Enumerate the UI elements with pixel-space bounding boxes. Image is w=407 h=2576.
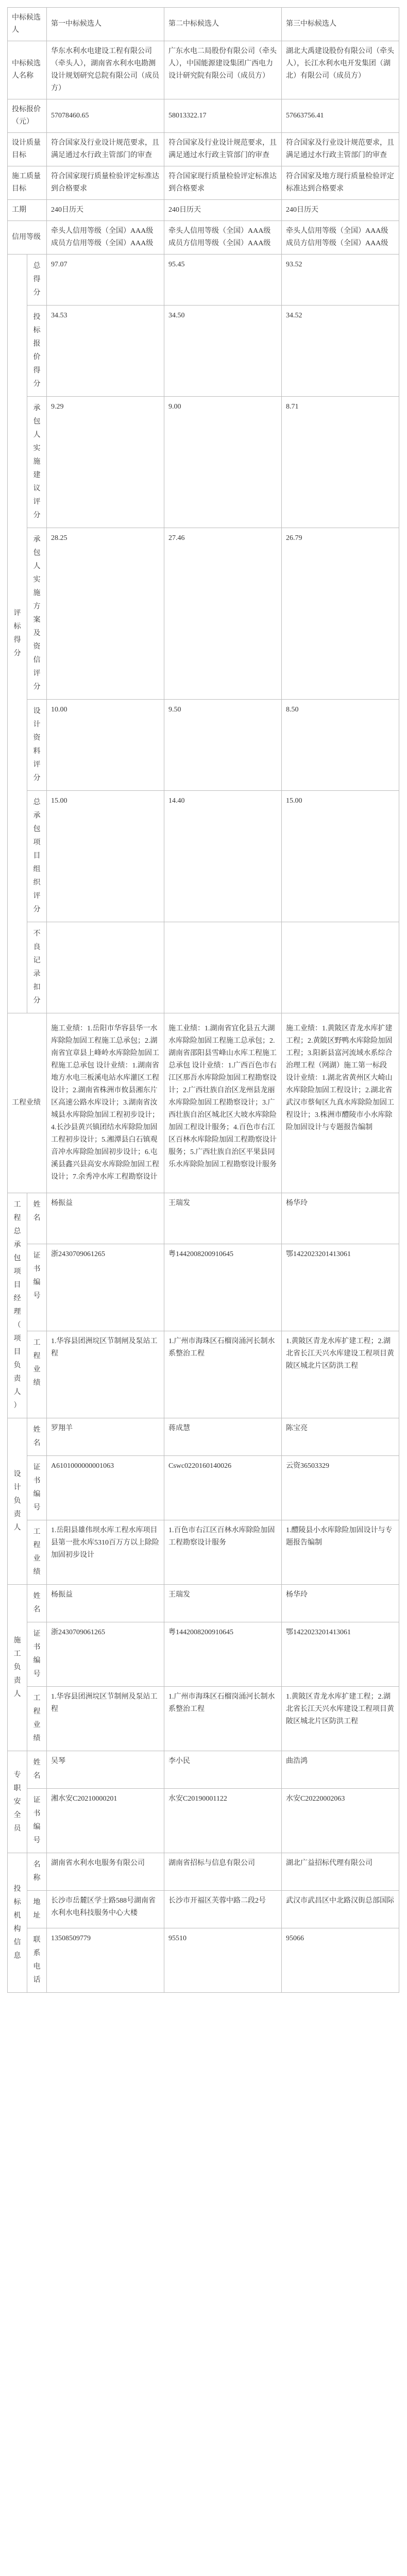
design-leader-group-label: 设计负责人 [8, 1418, 27, 1585]
person-row [8, 1622, 399, 1687]
agency-row [8, 1853, 399, 1891]
table-row [8, 133, 399, 166]
person-name: 王瑞发 [164, 1193, 282, 1244]
field-label: 姓名 [27, 1193, 47, 1244]
table-row [8, 41, 399, 99]
agency-address: 长沙市岳麓区学士路588号湖南省水利水电科技服务中心大楼 [47, 1891, 164, 1928]
agency-phone: 95066 [282, 1928, 399, 1993]
field-label: 姓名 [27, 1418, 47, 1456]
person-row [8, 1687, 399, 1751]
field-label: 工程业绩 [27, 1331, 47, 1418]
agency-name: 湖南省招标与信息有限公司 [164, 1853, 282, 1891]
person-name: 曲浩鸿 [282, 1751, 399, 1789]
bid-price-3: 57663756.41 [282, 99, 399, 133]
person-name: 杨华玲 [282, 1193, 399, 1244]
person-performance: 1.岳阳县雄伟坝水库工程水库项目县第一批水库5310百万方以上除险加固初步设计 [47, 1520, 164, 1585]
row-label-price: 投标报价（元） [8, 99, 47, 133]
certificate-number: 水安C20190001122 [164, 1789, 282, 1853]
row-label-credit: 信用等级 [8, 221, 47, 255]
score-value: 34.53 [47, 306, 164, 397]
table-row [8, 99, 399, 133]
duration-3: 240日历天 [282, 200, 399, 221]
score-value: 9.00 [164, 397, 282, 528]
design-quality-3: 符合国家及行业设计规范要求，且满足通过水行政主管部门的审查 [282, 133, 399, 166]
bid-price-2: 58013322.17 [164, 99, 282, 133]
score-label: 设计资料评分 [27, 700, 47, 791]
performance-2: 施工业绩：1.湖南省宜化县五大湖水库除险加固工程施工总承包；2.湖南省邵阳县雪峰山水库工程施工总承包 设计业绩：1.广西百色市右江区那吾水库除险加固工程勘察设计；2.广西壮族自治区龙州县龙丽水库除险加固工程勘察设计；3.广西壮族自治区城北区大坡水库除险加固工程设计服务；4.百色市右江区百林水库除险加固工程勘察设计服务；5.广西壮族自治区平果县同乐水库除险加固工程勘察设计服务 [164, 1013, 282, 1193]
person-performance: 1.黄陂区青龙水库扩建工程；2.湖北省长江天兴水库建设工程项目黄陂区城北片区防洪工程 [282, 1687, 399, 1751]
score-value: 34.50 [164, 306, 282, 397]
score-value: 26.79 [282, 528, 399, 700]
person-name: 李小民 [164, 1751, 282, 1789]
score-value: 15.00 [282, 791, 399, 922]
score-label: 总承包项目组织评分 [27, 791, 47, 922]
person-row [8, 1789, 399, 1853]
score-row [8, 306, 399, 397]
agency-name: 湖北广益招标代理有限公司 [282, 1853, 399, 1891]
agency-address: 长沙市开福区芙蓉中路二段2号 [164, 1891, 282, 1928]
person-row [8, 1751, 399, 1789]
row-label-name: 中标候选人名称 [8, 41, 47, 99]
score-row [8, 922, 399, 1013]
table-row [8, 1013, 399, 1193]
field-label: 姓名 [27, 1585, 47, 1622]
certificate-number: A6101000000001063 [47, 1456, 164, 1520]
score-group-label: 评标得分 [8, 255, 27, 1013]
person-name: 罗翔羊 [47, 1418, 164, 1456]
person-performance: 1.华容县团洲垸区节制闸及泵站工程 [47, 1331, 164, 1418]
header-first-candidate: 第一中标候选人 [47, 8, 164, 41]
score-label: 承包人实施建议评分 [27, 397, 47, 528]
row-label-performance: 工程业绩 [8, 1013, 47, 1193]
score-value: 15.00 [47, 791, 164, 922]
duration-2: 240日历天 [164, 200, 282, 221]
field-label: 证书编号 [27, 1244, 47, 1331]
agency-address: 武汉市武昌区中北路汉街总部国际 [282, 1891, 399, 1928]
person-row [8, 1585, 399, 1622]
candidate-name-1: 华东水利水电建设工程有限公司（牵头人），湖南省水利水电勘测设计规划研究总院有限公司（成员方） [47, 41, 164, 99]
field-label: 地址 [27, 1891, 47, 1928]
certificate-number: 鄂1422023201413061 [282, 1622, 399, 1687]
score-value: 28.25 [47, 528, 164, 700]
agency-phone: 95510 [164, 1928, 282, 1993]
score-row [8, 700, 399, 791]
table-row [8, 221, 399, 255]
candidate-name-2: 广东水电二局股份有限公司（牵头人），中国能源建设集团广西电力设计研究院有限公司（成员方） [164, 41, 282, 99]
score-row [8, 528, 399, 700]
person-name: 杨振益 [47, 1585, 164, 1622]
construction-quality-3: 符合国家及地方现行质量检验评定标准达到合格要求 [282, 166, 399, 200]
person-row [8, 1418, 399, 1456]
score-label: 承包人实施方案及资信评分 [27, 528, 47, 700]
score-value: 8.50 [282, 700, 399, 791]
score-label: 总得分 [27, 255, 47, 306]
row-label-construction-quality: 施工质量目标 [8, 166, 47, 200]
person-performance: 1.黄陂区青龙水库扩建工程；2.湖北省长江天兴水库建设工程项目黄陂区城北片区防洪工程 [282, 1331, 399, 1418]
field-label: 工程业绩 [27, 1520, 47, 1585]
score-value [282, 922, 399, 1013]
score-row [8, 255, 399, 306]
bid-candidate-table [7, 7, 399, 1993]
agency-phone: 13508509779 [47, 1928, 164, 1993]
field-label: 证书编号 [27, 1456, 47, 1520]
certificate-number: 浙2430709061265 [47, 1622, 164, 1687]
header-third-candidate: 第三中标候选人 [282, 8, 399, 41]
score-row [8, 397, 399, 528]
credit-level-3: 牵头人信用等级（全国）AAA级成员方信用等级（全国）AAA级 [282, 221, 399, 255]
person-row [8, 1456, 399, 1520]
bid-price-1: 57078460.65 [47, 99, 164, 133]
table-header-row [8, 8, 399, 41]
score-value: 93.52 [282, 255, 399, 306]
score-value: 97.07 [47, 255, 164, 306]
person-row [8, 1244, 399, 1331]
field-label: 名称 [27, 1853, 47, 1891]
certificate-number: Cswc0220160140026 [164, 1456, 282, 1520]
certificate-number: 水安C20220002063 [282, 1789, 399, 1853]
person-name: 杨振益 [47, 1193, 164, 1244]
agency-name: 湖南省水利水电服务有限公司 [47, 1853, 164, 1891]
construction-leader-group-label: 施工负责人 [8, 1585, 27, 1751]
field-label: 联系电话 [27, 1928, 47, 1993]
person-row [8, 1520, 399, 1585]
person-performance: 1.醴陵县小水库除险加固设计与专题报告编制 [282, 1520, 399, 1585]
field-label: 姓名 [27, 1751, 47, 1789]
score-value: 9.29 [47, 397, 164, 528]
performance-3: 施工业绩：1.黄陂区青龙水库扩建工程；2.黄陂区野鸭水库除险加固工程；3.阳新县富河流域水系综合治理工程（网湖）施工第一标段 设计业绩：1.湖北省黄州区大崎山水库除险加固工程设计；2.湖北省武汉市蔡甸区九真水库除险加固工程设计；3.株洲市醴陵市小水库除险加固设计与专题报告编制 [282, 1013, 399, 1193]
score-value: 95.45 [164, 255, 282, 306]
person-performance: 1.华容县团洲垸区节制闸及泵站工程 [47, 1687, 164, 1751]
design-quality-1: 符合国家及行业设计规范要求，且满足通过水行政主管部门的审查 [47, 133, 164, 166]
certificate-number: 浙2430709061265 [47, 1244, 164, 1331]
score-value [164, 922, 282, 1013]
table-row [8, 200, 399, 221]
certificate-number: 粤1442008200910645 [164, 1622, 282, 1687]
person-row [8, 1193, 399, 1244]
agency-group-label: 投标机构信息 [8, 1853, 27, 1993]
score-value: 27.46 [164, 528, 282, 700]
candidate-name-3: 湖北大禹建设股份有限公司（牵头人），长江水利水电开发集团（湖北）有限公司（成员方） [282, 41, 399, 99]
score-value: 14.40 [164, 791, 282, 922]
agency-row [8, 1928, 399, 1993]
duration-1: 240日历天 [47, 200, 164, 221]
certificate-number: 湘水安C20210000201 [47, 1789, 164, 1853]
field-label: 证书编号 [27, 1622, 47, 1687]
table-row [8, 166, 399, 200]
safety-officer-group-label: 专职安全员 [8, 1751, 27, 1853]
credit-level-1: 牵头人信用等级（全国）AAA级成员方信用等级（全国）AAA级 [47, 221, 164, 255]
score-row [8, 791, 399, 922]
performance-1: 施工业绩：1.岳阳市华容县华一水库除险加固工程施工总承包；2.湖南省宜章县上峰岭水库除险加固工程施工总承包 设计业绩：1.湖南省地方水电三板溪电站水库灌区工程设计；2.湖南省株洲市攸县湘东片区高速公路水库设计；3.湖南省汝城县水库除险加固工程初步设计；4.长沙县黄兴镇团结水库除险加固工程初步设计；5.湘潭县白石镇观音冲水库除险加固初步设计；6.屯溪县鑫兴县高安水库除险加固工程设计；7.余秀冲水库工程勘察设计 [47, 1013, 164, 1193]
field-label: 工程业绩 [27, 1687, 47, 1751]
score-value: 34.52 [282, 306, 399, 397]
person-performance: 1.广州市海珠区石榴岗涌河长制水系整治工程 [164, 1331, 282, 1418]
score-value [47, 922, 164, 1013]
person-name: 王瑞发 [164, 1585, 282, 1622]
person-performance: 1.广州市海珠区石榴岗涌河长制水系整治工程 [164, 1687, 282, 1751]
person-performance: 1.百色市右江区百林水库除险加固工程勘察设计服务 [164, 1520, 282, 1585]
credit-level-2: 牵头人信用等级（全国）AAA级成员方信用等级（全国）AAA级 [164, 221, 282, 255]
score-label: 投标报价得分 [27, 306, 47, 397]
person-name: 陈宝亮 [282, 1418, 399, 1456]
header-label: 中标候选人 [8, 8, 47, 41]
person-name: 吴琴 [47, 1751, 164, 1789]
field-label: 证书编号 [27, 1789, 47, 1853]
score-label: 不良记录扣分 [27, 922, 47, 1013]
certificate-number: 鄂1422023201413061 [282, 1244, 399, 1331]
person-row [8, 1331, 399, 1418]
score-value: 10.00 [47, 700, 164, 791]
agency-row [8, 1891, 399, 1928]
header-second-candidate: 第二中标候选人 [164, 8, 282, 41]
person-name: 杨华玲 [282, 1585, 399, 1622]
certificate-number: 云资36503329 [282, 1456, 399, 1520]
construction-quality-1: 符合国家现行质量检验评定标准达到合格要求 [47, 166, 164, 200]
design-quality-2: 符合国家及行业设计规范要求，且满足通过水行政主管部门的审查 [164, 133, 282, 166]
row-label-duration: 工期 [8, 200, 47, 221]
construction-quality-2: 符合国家现行质量检验评定标准达到合格要求 [164, 166, 282, 200]
row-label-design-quality: 设计质量目标 [8, 133, 47, 166]
score-value: 8.71 [282, 397, 399, 528]
person-name: 蒋成慧 [164, 1418, 282, 1456]
certificate-number: 粤1442008200910645 [164, 1244, 282, 1331]
score-value: 9.50 [164, 700, 282, 791]
project-manager-group-label: 工程总承包项目经理（项目负责人） [8, 1193, 27, 1418]
